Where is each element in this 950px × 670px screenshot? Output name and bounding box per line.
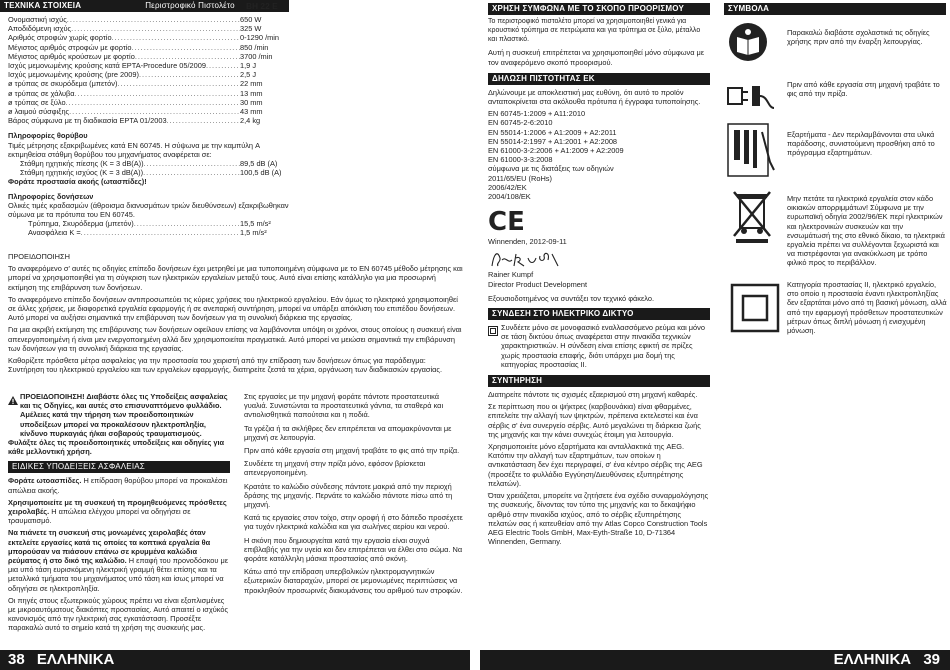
right-footer-lang: ΕΛΛΗΝΙΚΑ <box>833 651 912 668</box>
standard-line: EN 60745-2-6:2010 <box>488 118 553 128</box>
standard-line: EN 61000-3-2:2006 + A1:2009 + A2:2009 <box>488 146 624 156</box>
spec-value: 1,9 J <box>240 61 257 71</box>
spec-dots <box>206 61 240 70</box>
spec-dots <box>117 79 240 88</box>
left-page <box>0 0 470 670</box>
caution-p3: Για μια ακριβή εκτίμηση της επιβάρυνσης των δονήσεων οφείλουν επίσης να λαμβάνονται υπόψη οι χρόνοι, στους οποίους η συσκευή είναι απενεργοποιημένη ή είναι μεν ενεργοποιημένη αλλά δεν χρησιμοποιείται πραγματικά. Αυτό μπορεί να μειώσει σημαντικά την επιβάρυνση των δονήσεων για τη συνολική διάρκεια της εργασίας. <box>8 325 462 353</box>
spec-dots <box>134 219 240 228</box>
maint-p4: Όταν χρειάζεται, μπορείτε να ζητήσετε ένα σχέδιο συναρμολόγησης της συσκευής, δίνοντας τον τύπο της μηχανής και το δεκαψήφιο αριθμό στην πινακίδα ισχύος, από το σέρβις εξυπηρέτησης πελατών σας ή κατευθείαν από την Atlas Copco Construction Tools AEG Electric Tools GmbH, Max-Eyth-Straße 10, D-71364 Winnenden, Germany. <box>488 491 709 547</box>
spec-row <box>8 15 290 24</box>
noise-title: Πληροφορίες θορύβου <box>8 131 88 141</box>
spec-label: ø λαιμού σύσφιξης <box>8 107 70 117</box>
spec-value: 3700 /min <box>240 51 273 61</box>
noise-warning: Φοράτε προστασία ακοής (ωτασπίδες)! <box>8 177 147 187</box>
spec-value: 0-1290 /min <box>240 33 280 43</box>
spec-dots <box>67 15 240 24</box>
maint-p2: Σε περίπτωση που οι ψήκτρες (καρβουνάκια) είναι φθαρμένες, επιτελείτε την αλλαγή των ψηκτρών, πρέπεινα εκτελεστεί και ένα σέρβις σ' ένα συνεργείο σέρβις. Αυτό μεγαλώνει τη διάρκεια ζωής της μηχανής και την κάνει συνεχώς έτοιμη για λειτουργία. <box>488 402 701 439</box>
right-page-number: 39 <box>923 651 940 668</box>
use-header: ΧΡΗΣΗ ΣΥΜΦΩΝΑ ΜΕ ΤΟ ΣΚΟΠΟ ΠΡΟΟΡΙΣΜΟΥ <box>488 3 710 15</box>
warning-triangle-icon <box>8 392 18 438</box>
spec-label: Μέγιστος αριθμός στροφών με φορτίο <box>8 42 132 52</box>
special-p3a: Να πιάνετε τη συσκευή στις μονωμένες χειρολαβές όταν εκτελείτε εργασίες κατά τις οποίες τα κοπτικά εργαλεία θα μπορούσαν να πιάσουν επάνω σε κρυμμένα καλώδια ρεύματος ή στο δικό της καλώδιο. <box>8 528 211 566</box>
spec-label: ø τρύπας σε σκυρόδεμα (μπετόν) <box>8 79 118 89</box>
spec-value: 2,4 kg <box>240 116 261 126</box>
spec-label: Ονομαστική ισχύς <box>8 15 67 24</box>
sym2-text: Πριν από κάθε εργασία στη μηχανή τραβάτε το φις από την πρίζα. <box>787 80 940 99</box>
mid-column <box>244 392 464 595</box>
maint-p1: Διατηρείτε πάντοτε τις σχισμές εξαερισμού στη μηχανή καθαρές. <box>488 390 698 400</box>
spec-row <box>8 70 290 79</box>
mid-p7: Η σκόνη που δημιουργείται κατά την εργασία είναι συχνά επιβλαβής για την υγεία και δεν επιτρέπεται να έλθει στο σώμα. Να φοράτε κατάλληλη μάσκα προστασίας από σκόνη. <box>244 535 463 564</box>
mid-p1: Στις εργασίες με την μηχανή φοράτε πάντοτε προστατευτικά γυαλιά. Συνιστώνται τα προστατευτικά γάντια, τα σταθερά και αντιολισθητικά παπούτσια και η ποδιά. <box>244 392 444 420</box>
special-p1a: Φοράτε ωτοασπίδες. <box>8 476 82 486</box>
special-p3b: Η επαφή του προνοδόσκου με μια υπό τάση ευρισκόμενη ηλεκτρική γραμμή θέτει επίσης και τα μεταλλικά τμήματα του μηχανήματος υπό τάση και ίσως μπορεί να οδηγήσει σε ηλεκτροπληξία. <box>8 556 229 593</box>
spec-value: 2,5 J <box>240 70 257 80</box>
spec-row <box>8 52 290 61</box>
spec-dots <box>66 98 240 107</box>
tech-header: ΤΕΧΝΙΚΑ ΣΤΟΙΧΕΙΑ <box>4 1 82 10</box>
special-header: ΕΙΔΙΚΕΣ ΥΠΟΔΕΙΞΕΙΣ ΑΣΦΑΛΕΙΑΣ <box>8 461 230 473</box>
safety-column <box>8 392 230 633</box>
right-footer <box>480 650 950 670</box>
spec-value: 43 mm <box>240 107 263 117</box>
spec-label: Τρύπημα, Σκυρόδερμα (μπετόν) <box>28 219 134 229</box>
spec-label: Ανασφάλεια K = <box>28 228 81 238</box>
directive-line: 2004/108/EK <box>488 192 531 202</box>
spec-dots <box>135 52 240 61</box>
sym3-text: Εξαρτήματα - Δεν περιλαμβάνονται στα υλικά παράδοσης, συνιστούμενη προσθήκη από το πρόγραμμα εξαρτημάτων. <box>787 130 935 158</box>
standard-line: EN 55014-1:2006 + A1:2009 + A2:2011 <box>488 127 617 137</box>
spec-value: 1,5 m/s² <box>240 228 267 238</box>
caution-title: ΠΡΟΕΙΔΟΠΟΙΗΣΗ <box>8 252 70 261</box>
spec-label: Μέγιστος αριθμός κρούσεων με φορτίο <box>8 51 135 61</box>
spec-label: ø τρύπας σε χάλυβα <box>8 88 75 98</box>
directive-line: 2011/65/EU (RoHs) <box>488 173 552 183</box>
spec-dots <box>71 24 240 33</box>
spec-label: Ισχύς μεμονωμένης κρούσης κατά EPTA-Procedure 05/2009 <box>8 61 206 71</box>
spec-value: 22 mm <box>240 79 263 89</box>
mid-p5: Κρατάτε το καλώδιο σύνδεσης πάντοτε μακριά από την περιοχή δράσης της μηχανής. Περνάτε το καλώδιο πάντοτε πίσω από τη μηχανή. <box>244 481 453 510</box>
caution-p2: Το αναφερόμενο επίπεδο δονήσεων αντιπροσωπεύει τις κύριες χρήσεις του ηλεκτρικού εργαλείου. Εάν όμως το ηλεκτρικό χρησιμοποιηθεί σε άλλες χρήσεις, με διαφορετικά εργαλεία εφαρμογής ή σε ανεπαρκή συντήρηση, μπορεί να υπάρξει απόκλιση του επιπέδου δονήσεων. Αυτό μπορεί να αυξήσει σημαντικά την επιβάρυνση των δονήσεων για τη συνολική διάρκεια της εργασίας. <box>8 294 458 323</box>
place-date: Winnenden, 2012-09-11 <box>488 237 567 247</box>
spec-dots <box>144 159 240 168</box>
decl-p1: Δηλώνουμε με αποκλειστική μας ευθύνη, ότι αυτό το προϊόν ανταποκρίνεται στα ακόλουθα πρότυπα ή έγγραφα τυποποίησης. <box>488 87 701 106</box>
spec-row <box>8 89 290 98</box>
spec-dots <box>132 43 241 52</box>
warn-keep: Φυλάξτε όλες τις προειδοποιητικές υποδείξεις και οδηγίες για κάθε μελλοντική χρήση. <box>8 438 225 457</box>
spec-dots <box>167 116 240 125</box>
left-page-number: 38 <box>8 651 25 668</box>
accessories-icon <box>726 122 780 180</box>
spec-row <box>8 61 290 70</box>
mid-p2: Τα γρέζια ή τα σκλήθρες δεν επιτρέπεται να απομακρύνονται με μηχανή σε λειτουργία. <box>244 423 452 442</box>
directive-line: 2006/42/EK <box>488 182 527 192</box>
decl-header: ΔΗΛΩΣΗ ΠΙΣΤΟΤΗΤΑΣ ΕΚ <box>488 73 710 85</box>
spec-dots <box>112 33 240 42</box>
special-p4: Οι πηγές στους εξωτερικούς χώρους πρέπει να είναι εξοπλισμένες με μικροαυτόματους διακόπτες προστασίας. Αυτό απαιτεί ο ισχύκός κανονισμός από την ηλεκτρική σας εγκατάσταση. Προσέξτε παρακαλώ αυτό το σημείο κατά τη χρήση της συσκευής μας. <box>8 595 229 633</box>
standard-line: EN 55014-2:1997 + A1:2001 + A2:2008 <box>488 136 618 146</box>
special-p2a: Χρησιμοποιείτε με τη συσκευή τη προμηθευόμενες πρόσθετες χειρολαβές. <box>8 497 227 517</box>
spec-row <box>8 79 290 88</box>
spec-label: ø τρύπας σε ξύλο <box>8 97 66 107</box>
left-footer <box>0 650 470 670</box>
spec-list <box>8 15 290 238</box>
spec-row <box>20 168 290 177</box>
spec-label: Ισχύς μεμονωμένης κρούσης (pre 2009) <box>8 70 139 80</box>
model-label: BH 22 E <box>246 1 278 11</box>
caution-p4: Καθορίζετε πρόσθετα μέτρα ασφαλείας για την προστασία του χειριστή από την επίδραση των δονήσεων όπως για παράδειγμα: Συντήρηση του ηλεκτρικού εργαλείου και των εργαλείων εφαρμογής, διατηρείτε ζεστά τα χέρια, οργάνωση των διαδικασιών εργασίας. <box>8 356 443 375</box>
spec-dots <box>139 70 240 79</box>
spec-label: Στάθμη ηχητικής ισχύος (K = 3 dB(A)) <box>20 168 144 178</box>
sym5-text: Κατηγορία προστασίας II, ηλεκτρικό εργαλείο, στο οποίο η προστασία έναντι ηλεκτροπληξίας δεν εξαρτάται μόνο από τη βασική μόνωση, αλλά από την εφαρμογή πρόσθετων προστατευτικών μέτρων όπως διπλή μόνωση ή ενισχυμένη μόνωση. <box>787 280 947 336</box>
use-p2: Αυτή η συσκευή επιτρέπεται να χρησιμοποιηθεί μόνο σύμφωνα με τον αναφερόμενο σκοπό προορισμού. <box>488 48 705 67</box>
spec-value: 650 W <box>240 15 262 24</box>
spec-value: 89,5 dB (A) <box>240 159 278 169</box>
noise-text: Τιμές μέτρησης εξακριβωμένες κατά EN 60745. Η σύψωνα με την καμπύλη A εκτιμηθείσα στάθμη θορύβου του μηχανήματος αναφέρεται σε: <box>8 140 260 159</box>
sym4-text: Μην πετάτε τα ηλεκτρικά εργαλεία στον κάδο οικιακών απορριμμάτων! Σύμφωνα με την ευρωπαϊκή οδηγία 2002/96/ΕΚ περί ηλεκτρικών και ηλεκτρονικών συσκευών και την ενσωμάτωσή της στο εθνικό δίκαιο, τα ηλεκτρικά εργαλεία πρέπει να συλλέγονται ξεχωριστά και να πιστρέφονται για ανακύκλωση με τρόπο φιλικό προς το περιβάλλον. <box>787 194 945 268</box>
mid-p8: Κάτω από την επίδραση υπερβολικών ηλεκτρομαγνητικών εξωτερικών διαταραχών, μπορεί σε μεμονωμένες περιπτώσεις να προκληθούν προσωρινές διακυμάνσεις του αριθμού των στροφών. <box>244 567 463 595</box>
special-p1b: Η επίδραση θορύβου μπορεί να προκαλέσει απώλεια ακοής. <box>8 476 228 495</box>
spec-label: Αριθμός στροφών χωρίς φορτίο <box>8 33 112 43</box>
spec-value: 100,5 dB (A) <box>240 168 282 178</box>
spec-row <box>20 159 290 168</box>
caution-section <box>8 252 463 374</box>
spec-row <box>8 116 290 125</box>
symbols-column <box>724 3 946 15</box>
vib-title: Πληροφορίες δονήσεων <box>8 191 94 201</box>
sym1-text: Παρακαλώ διαβάστε σχολαστικά τις οδηγίες χρήσης πριν από την έναρξη λειτουργίας. <box>787 28 930 47</box>
use-p1: Το περιστροφικό πιστολέτο μπορεί να χρησιμοποιηθεί γενικά για κρουστικό τρύπημα σε πετρώματα και για τρύπημα σε ξύλο, μέταλλο και πλαστικό. <box>488 18 701 43</box>
warn-block: ΠΡΟΕΙΔΟΠΟΙΗΣΗ! Διαβάστε όλες τις Υποδείξεις ασφαλείας και τις Οδηγίες, και αυτές στο επισυναπτόμενο φυλλάδιο. Αμέλειες κατά την τήρηση των προειδοποιητικών υποδείξεων μπορεί να προκαλέσουν ηλεκτροπληξία, κίνδυνο πυρκαγιάς ή/και σοβαρούς τραυματισμούς. <box>20 392 228 438</box>
spec-dots <box>75 89 240 98</box>
spec-label: Αποδιδόμενη ισχύς <box>8 24 72 34</box>
vib-text: Ολικές τιμές κραδασμών (άθροισμα διανυσμάτων τριών διευθύνσεων) εξακριβωθηκαν σύμωνα με τα πρότυπα του EN 60745. <box>8 200 289 220</box>
sym-header: ΣΥΜΒΟΛΑ <box>724 3 946 15</box>
net-p1: Συνδέετε μόνο σε μονοφασικό εναλλασσόμενο ρεύμα και μόνο σε τάση δικτύου όπως αναφέρεται στην πινακίδα τεχνικών χαρακτηριστικών. Η σύνδεση είναι επίσης εφικτή σε πρίζες χωρίς προστασία επαφής, διότι υπάρχει μια δομή της κατηγορίας προστασίας II. <box>501 323 705 369</box>
right-col-1 <box>488 3 710 546</box>
net-header: ΣΥΝΔΕΣΗ ΣΤΟ ΗΛΕΚΤΡΙΚΟ ΔΙΚΤΥΟ <box>488 308 710 320</box>
maint-p3: Χρησιμοποιείτε μόνο εξαρτήματα και ανταλλακτικά της AEG. Κατόπιν την αλλαγή των εξαρτημάτων, των οποίων η αντικατάσταση δεν έχει περιγραφεί, σ' ένα κέντρο σέρβις της AEG (προσέξτε το φυλλάδιο Εγγύηση/Διευθύνσεις εξυπηρέτησης πελατών). <box>488 442 703 488</box>
spec-row <box>8 43 290 52</box>
spec-row <box>28 219 290 228</box>
signer-title: Director Product Development <box>488 279 587 289</box>
caution-p1: Το αναφερόμενο σ' αυτές τις οδηγίες επίπεδο δονήσεων έχει μετρηθεί με μια τυποποιημένη σύμφωνα με το EN 60745 μέθοδο μέτρησης και μπορεί να χρησιμοποιηθεί για τη σύγκριση των ηλεκτρικών εργαλείων μεταξύ τους. Αυτό είναι επίσης κατάλληλο για μια προσωρινή εκτίμηση της επιβάρυνση των δονήσεων. <box>8 264 463 292</box>
spec-label: Βάρος σύμφωνα με τη διαδικασία EPTA 01/2003 <box>8 116 167 126</box>
spec-value: 13 mm <box>240 88 263 98</box>
spec-row <box>8 98 290 107</box>
spec-row <box>8 33 290 42</box>
standard-line: EN 60745-1:2009 + A11:2010 <box>488 109 586 119</box>
spec-dots <box>69 107 240 116</box>
spec-row <box>8 24 290 33</box>
spec-value: 325 W <box>240 24 262 34</box>
spec-value: 850 /min <box>240 42 269 52</box>
weee-bin-icon <box>730 188 774 244</box>
spec-dots <box>143 168 240 177</box>
spec-row <box>8 107 290 116</box>
class-ii-icon <box>488 323 498 369</box>
standard-line: EN 61000-3-3:2008 <box>488 155 553 165</box>
mid-p4: Συνδέετε τη μηχανή στην πρίζα μόνο, εφόσον βρίσκεται απενεργοποιημένη. <box>244 459 426 478</box>
signature-icon <box>488 248 710 270</box>
spec-dots <box>81 228 240 237</box>
signer-name: Rainer Kumpf <box>488 270 534 280</box>
ce-mark: CE <box>488 207 525 238</box>
read-manual-icon <box>726 22 770 62</box>
class-ii-symbol-icon <box>730 283 780 333</box>
directives-intro: σύμφωνα με τις διατάξεις των οδηγιών <box>488 164 614 174</box>
spec-value: 15,5 m/s² <box>240 219 271 229</box>
auth-text: Εξουσιοδοτημένος να συντάξει τον τεχνικό φάκελο. <box>488 293 655 303</box>
right-page <box>480 0 950 670</box>
maint-header: ΣΥΝΤΗΡΗΣΗ <box>488 375 710 387</box>
special-p2b: Η απώλεια ελέγχου μπορεί να οδηγήσει σε τραυματισμό. <box>8 507 191 526</box>
product-label: Περιστροφικό Πιστολέτο <box>145 1 235 10</box>
left-footer-lang: ΕΛΛΗΝΙΚΑ <box>36 651 115 668</box>
mid-p6: Κατά τις εργασίες στον τοίχο, στην οροφή ή στο δάπεδο προσέχετε για τυχόν ηλεκτρικά καλώδια και για σωλήνες αερίου και νερού. <box>244 513 463 532</box>
spec-value: 30 mm <box>240 97 263 107</box>
mid-p3: Πριν από κάθε εργασία στη μηχανή τραβάτε το φις από την πρίζα. <box>244 446 460 456</box>
unplug-icon <box>726 78 776 114</box>
spec-label: Στάθμη ηχητικής πίεσης (K = 3 dB(A)) <box>20 159 144 169</box>
spec-row <box>28 228 290 237</box>
